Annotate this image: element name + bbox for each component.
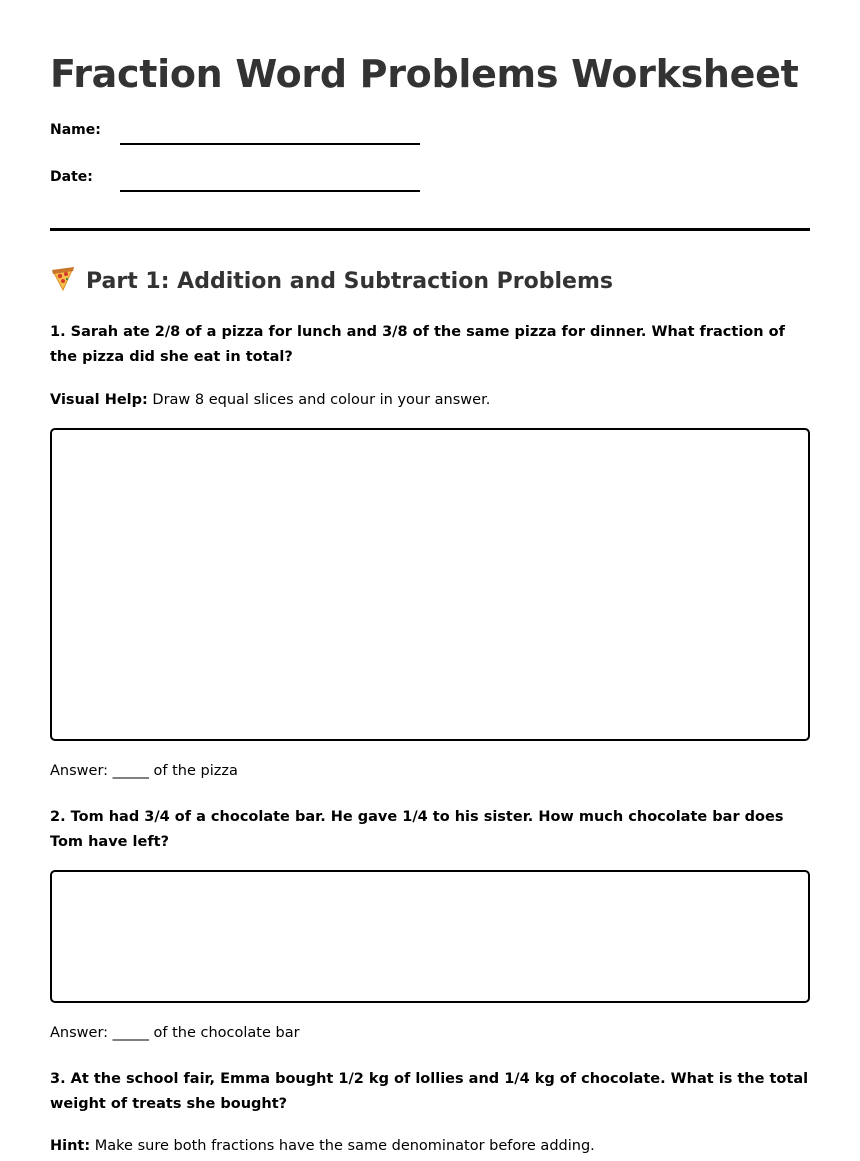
date-label: Date: — [50, 169, 93, 185]
visual-help-text: Draw 8 equal slices and colour in your answer. — [147, 392, 491, 408]
answer-2: Answer: _____ of the chocolate bar — [50, 1025, 300, 1041]
hint-label: Hint: — [50, 1138, 91, 1154]
hint — [50, 1136, 810, 1156]
pizza-icon — [50, 266, 76, 292]
name-field — [50, 120, 450, 150]
hint-text: Make sure both fractions have the same denominator before adding. — [90, 1138, 595, 1154]
section-title-text: Part 1: Addition and Subtraction Problems — [86, 269, 613, 294]
visual-help-label: Visual Help: — [50, 392, 148, 408]
question-3: 3. At the school fair, Emma bought 1/2 kg of lollies and 1/4 kg of chocolate. What is the total weight of treats she bought? — [50, 1071, 809, 1112]
header-divider — [50, 228, 810, 231]
question-1: 1. Sarah ate 2/8 of a pizza for lunch and 3/8 of the same pizza for dinner. What fraction of the pizza did she eat in total? — [50, 324, 785, 365]
date-line[interactable] — [120, 190, 420, 192]
work-box-2[interactable] — [50, 870, 810, 1003]
question-2: 2. Tom had 3/4 of a chocolate bar. He gave 1/4 to his sister. How much chocolate bar does Tom have left? — [50, 809, 784, 850]
drawing-box-1[interactable] — [50, 428, 810, 741]
name-line[interactable] — [120, 143, 420, 145]
answer-1: Answer: _____ of the pizza — [50, 763, 238, 779]
worksheet-title: Fraction Word Problems Worksheet — [50, 52, 799, 96]
section-title — [50, 266, 613, 298]
visual-help — [50, 390, 810, 410]
date-field — [50, 167, 450, 197]
name-label: Name: — [50, 122, 101, 138]
